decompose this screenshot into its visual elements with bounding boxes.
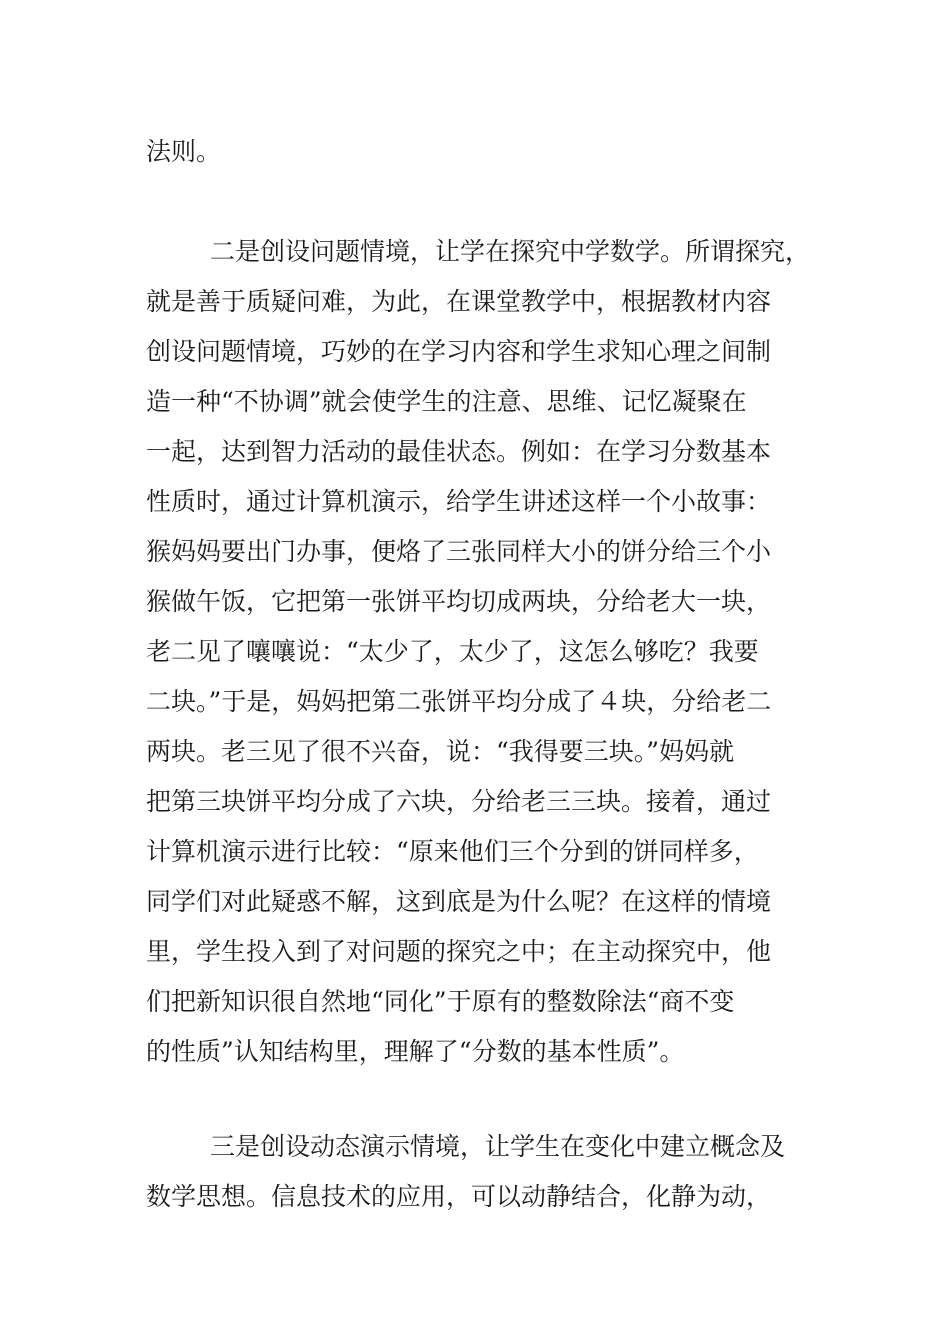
- paragraph-2-first-line: 二是创设问题情境，让学在探究中学数学。所谓探究，: [210, 237, 811, 266]
- text-line: 计算机演示进行比较：“原来他们三个分到的饼同样多，: [146, 837, 759, 866]
- paragraph-3-first-line: 三是创设动态演示情境，让学生在变化中建立概念及: [210, 1132, 786, 1161]
- text-line-fa-ze: 法则。: [146, 137, 222, 166]
- text-line: 猴做午饭，它把第一张饼平均切成两块，分给老大一块，: [146, 587, 772, 616]
- text-line: 老二见了嚷嚷说：“太少了，太少了，这怎么够吃？我要: [146, 637, 759, 666]
- text-line: 把第三块饼平均分成了六块，分给老三三块。接着，通过: [146, 787, 772, 816]
- text-line: 猴妈妈要出门办事，便烙了三张同样大小的饼分给三个小: [146, 537, 772, 566]
- text-line: 就是善于质疑问难，为此，在课堂教学中，根据教材内容: [146, 287, 772, 316]
- text-line: 数学思想。信息技术的应用，可以动静结合，化静为动，: [146, 1182, 772, 1211]
- text-line: 同学们对此疑惑不解，这到底是为什么呢？在这样的情境: [146, 887, 772, 916]
- text-line: 性质时，通过计算机演示，给学生讲述这样一个小故事：: [146, 487, 772, 516]
- text-line: 两块。老三见了很不兴奋，说：“我得要三块。”妈妈就: [146, 737, 735, 766]
- text-line: 里，学生投入到了对问题的探究之中；在主动探究中，他: [146, 937, 772, 966]
- text-line: 们把新知识很自然地“同化”于原有的整数除法“商不变: [146, 987, 735, 1016]
- paragraph-2-last-line: 的性质”认知结构里，理解了“分数的基本性质”。: [146, 1037, 685, 1066]
- text-line: 二块。”于是，妈妈把第二张饼平均分成了４块，分给老二: [146, 687, 772, 716]
- text-line: 造一种“不协调”就会使学生的注意、思维、记忆凝聚在: [146, 387, 747, 416]
- text-line: 一起，达到智力活动的最佳状态。例如：在学习分数基本: [146, 437, 772, 466]
- text-line: 创设问题情境，巧妙的在学习内容和学生求知心理之间制: [146, 337, 772, 366]
